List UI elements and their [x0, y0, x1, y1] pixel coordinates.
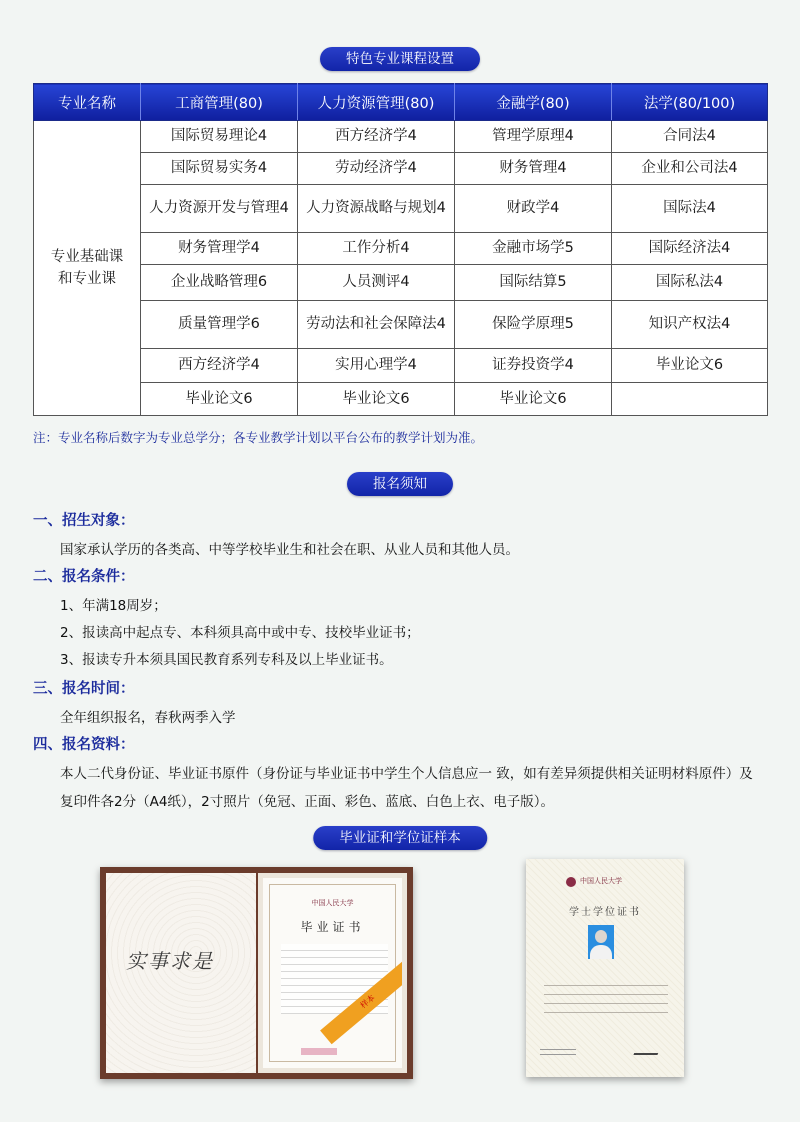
diploma-sample-image [100, 867, 413, 1079]
course-cell: 实用心理学4 [298, 349, 455, 383]
table-row [34, 121, 768, 153]
course-cell: 人力资源战略与规划4 [298, 185, 455, 233]
degree-serial [540, 1045, 576, 1055]
course-cell: 国际结算5 [455, 265, 612, 301]
course-cell: 人员测评4 [298, 265, 455, 301]
course-cell: 知识产权法4 [612, 301, 768, 349]
course-cell: 毕业论文6 [141, 383, 298, 416]
diploma-right-page [258, 873, 407, 1073]
registration-time-text: 全年组织报名，春秋两季入学 [60, 710, 236, 726]
signature-mark [633, 1041, 662, 1055]
course-cell: 国际私法4 [612, 265, 768, 301]
course-cell: 毕业论文6 [455, 383, 612, 416]
course-cell: 合同法4 [612, 121, 768, 153]
course-cell: 质量管理学6 [141, 301, 298, 349]
diploma-title: 毕业证书 [300, 920, 365, 934]
degree-text-lines [544, 977, 668, 1021]
course-cell: 国际贸易理论4 [141, 121, 298, 153]
diploma-serial-blur [301, 1048, 337, 1055]
row-label-core-courses: 专业基础课和专业课 [34, 121, 141, 416]
heading-materials: 四、报名资料： [33, 737, 135, 753]
photo-placeholder [588, 925, 614, 959]
university-seal-icon [566, 877, 576, 887]
course-cell: 人力资源开发与管理4 [141, 185, 298, 233]
course-cell: 工作分析4 [298, 233, 455, 265]
requirement-item: 2、报读高中起点专、本科须具高中或中专、技校毕业证书； [60, 625, 420, 641]
course-cell: 企业和公司法4 [612, 153, 768, 185]
course-cell: 财政学4 [455, 185, 612, 233]
course-table [33, 83, 768, 416]
course-cell: 证券投资学4 [455, 349, 612, 383]
course-cell: 保险学原理5 [455, 301, 612, 349]
table-note: 注：专业名称后数字为专业总学分；各专业教学计划以平台公布的教学计划为准。 [33, 430, 484, 445]
heading-registration-time: 三、报名时间： [33, 681, 135, 697]
header-major-name: 专业名称 [34, 84, 141, 121]
header-human-resources: 人力资源管理(80) [298, 84, 455, 121]
course-cell [612, 383, 768, 416]
degree-sample-image [526, 859, 684, 1077]
header-business-admin: 工商管理(80) [141, 84, 298, 121]
degree-university-name: 中国人民大学 [580, 877, 622, 885]
requirement-item: 3、报读专升本须具国民教育系列专科及以上毕业证书。 [60, 652, 393, 668]
course-cell: 国际贸易实务4 [141, 153, 298, 185]
course-cell: 企业战略管理6 [141, 265, 298, 301]
header-law: 法学(80/100) [612, 84, 768, 121]
table-row [34, 233, 768, 265]
course-cell: 财务管理4 [455, 153, 612, 185]
course-cell: 国际经济法4 [612, 233, 768, 265]
enrollment-target-text: 国家承认学历的各类高、中等学校毕业生和社会在职、从业人员和其他人员。 [60, 542, 519, 558]
table-row [34, 153, 768, 185]
table-row [34, 265, 768, 301]
section-title-courses: 特色专业课程设置 [320, 47, 480, 71]
degree-title: 学士学位证书 [569, 907, 641, 918]
course-cell: 劳动经济学4 [298, 153, 455, 185]
heading-requirements: 二、报名条件： [33, 569, 135, 585]
course-cell: 毕业论文6 [612, 349, 768, 383]
course-cell: 西方经济学4 [298, 121, 455, 153]
diploma-left-page [106, 873, 256, 1073]
table-row [34, 383, 768, 416]
table-header-row [34, 84, 768, 121]
course-cell: 西方经济学4 [141, 349, 298, 383]
course-cell: 毕业论文6 [298, 383, 455, 416]
materials-text: 本人二代身份证、毕业证书原件（身份证与毕业证书中学生个人信息应一 致，如有差异须提供相关证明材料原件）及 [60, 766, 753, 782]
sample-stamp-ribbon: 样本 [320, 960, 407, 1044]
course-cell: 劳动法和社会保障法4 [298, 301, 455, 349]
section-title-samples: 毕业证和学位证样本 [313, 826, 487, 850]
heading-enrollment-target: 一、招生对象： [33, 513, 135, 529]
materials-text: 复印件各2分（A4纸），2寸照片（免冠、正面、彩色、蓝底、白色上衣、电子版）。 [60, 794, 555, 810]
diploma-university-name: 中国人民大学 [311, 899, 354, 907]
course-cell: 财务管理学4 [141, 233, 298, 265]
table-row [34, 185, 768, 233]
table-row [34, 349, 768, 383]
header-finance: 金融学(80) [455, 84, 612, 121]
section-title-registration: 报名须知 [347, 472, 453, 496]
requirement-item: 1、年满18周岁； [60, 598, 167, 614]
calligraphy-text: 实事求是 [126, 949, 214, 973]
course-cell: 管理学原理4 [455, 121, 612, 153]
table-row [34, 301, 768, 349]
course-cell: 国际法4 [612, 185, 768, 233]
course-cell: 金融市场学5 [455, 233, 612, 265]
